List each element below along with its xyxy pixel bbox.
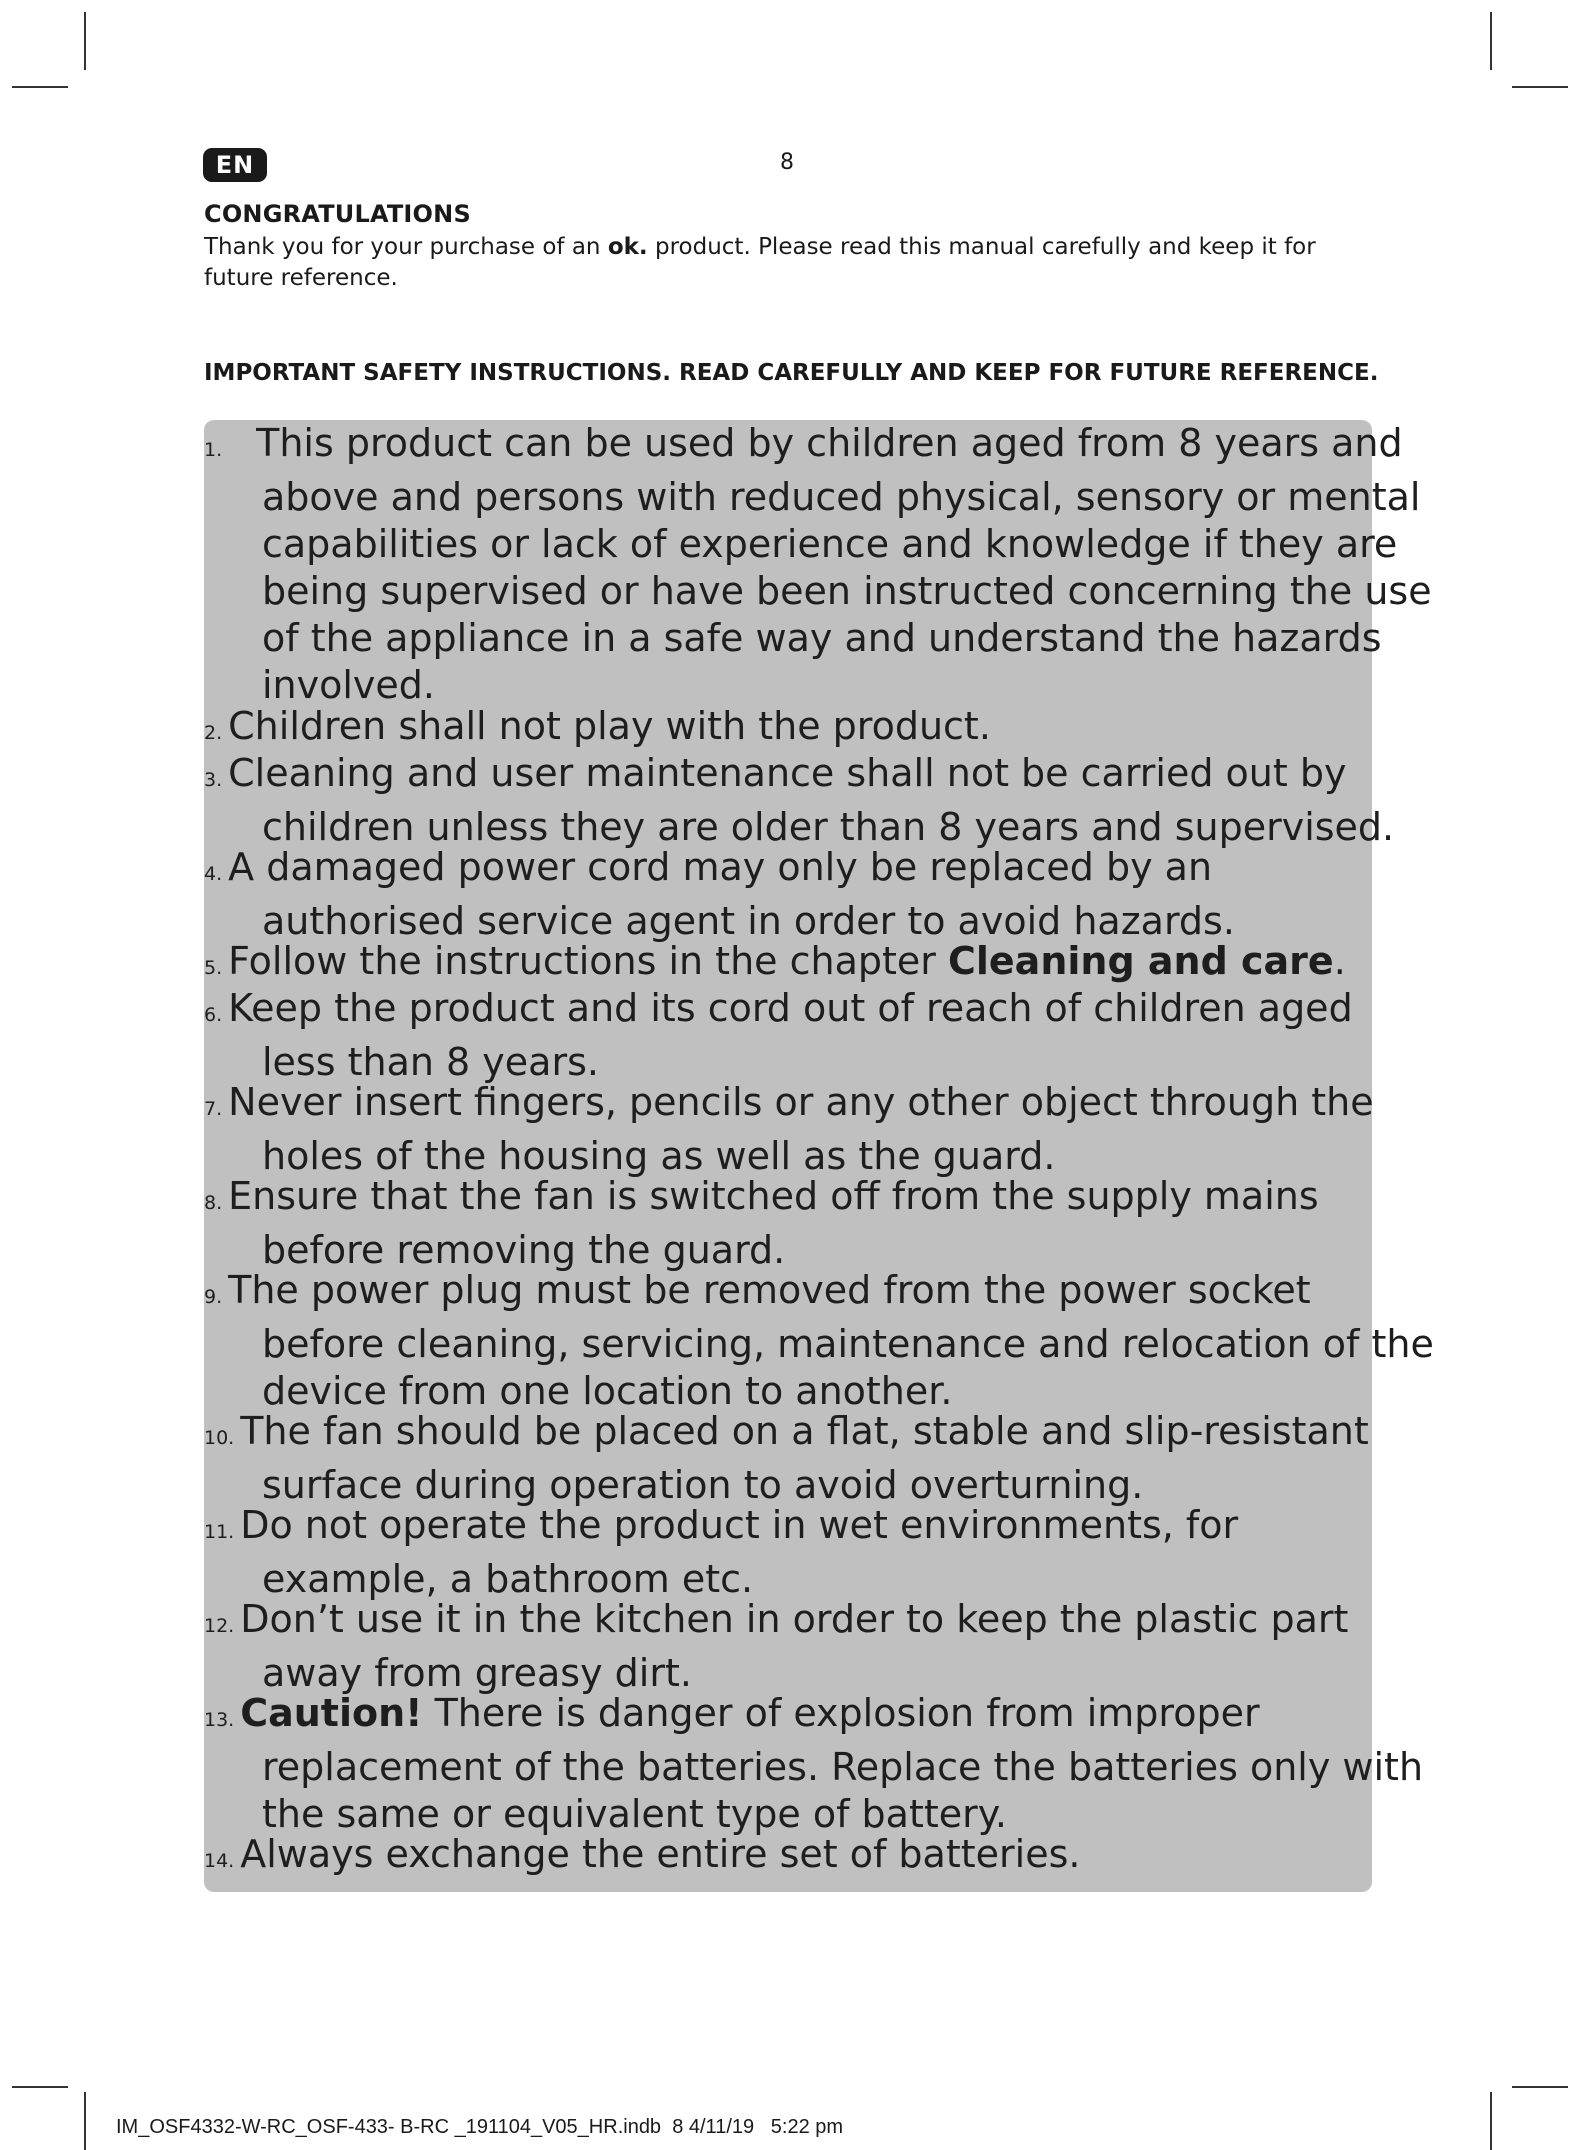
item-number: 3. — [204, 769, 223, 791]
item-line: holes of the housing as well as the guard. — [262, 1134, 1056, 1178]
safety-item — [204, 1690, 1423, 1838]
item-text: This product can be used by children aged from 8 years and — [256, 421, 1403, 465]
item-text: Never insert fingers, pencils or any other object through the — [228, 1080, 1374, 1124]
item-line — [204, 1173, 1319, 1227]
intro-text: Thank you for your purchase of an ok. product. Please read this manual carefully and keep it for future reference. — [204, 234, 1316, 291]
item-text: Don’t use it in the kitchen in order to keep the plastic part — [240, 1597, 1349, 1641]
item-line: before cleaning, servicing, maintenance and relocation of the — [262, 1322, 1434, 1366]
caution-label: Caution! — [240, 1691, 423, 1735]
item-text: . — [1333, 939, 1346, 983]
item-line: children unless they are older than 8 years and supervised. — [262, 805, 1395, 849]
item-line: being supervised or have been instructed concerning the use — [262, 569, 1432, 613]
crop-mark — [1490, 2092, 1492, 2150]
item-line — [204, 1502, 1238, 1556]
safety-item — [204, 703, 991, 757]
crop-mark — [12, 2086, 68, 2088]
item-text: Keep the product and its cord out of reach of children aged — [228, 986, 1353, 1030]
intro-section — [204, 200, 1384, 294]
item-number: 5. — [204, 957, 223, 979]
item-line: surface during operation to avoid overturning. — [262, 1463, 1144, 1507]
item-line: replacement of the batteries. Replace the batteries only with — [262, 1745, 1424, 1789]
item-line: above and persons with reduced physical, sensory or mental — [262, 475, 1421, 519]
item-text: Ensure that the fan is switched off from the supply mains — [228, 1174, 1319, 1218]
item-number: 7. — [204, 1098, 223, 1120]
item-text: The power plug must be removed from the power socket — [228, 1268, 1311, 1312]
item-line: of the appliance in a safe way and understand the hazards — [262, 616, 1382, 660]
safety-item — [204, 1831, 1080, 1885]
crop-mark — [1490, 12, 1492, 70]
item-number: 9. — [204, 1286, 223, 1308]
item-text: Always exchange the entire set of batteries. — [240, 1832, 1081, 1876]
item-text: Children shall not play with the product. — [228, 704, 991, 748]
chapter-reference: Cleaning and care — [948, 939, 1334, 983]
brand-name: ok. — [607, 234, 648, 260]
safety-item — [204, 1173, 1319, 1274]
safety-item — [204, 938, 1346, 992]
item-line — [204, 750, 1394, 804]
item-line — [204, 1079, 1374, 1133]
item-line — [204, 1408, 1369, 1462]
item-number: 8. — [204, 1192, 223, 1214]
item-number: 1. — [204, 439, 223, 461]
item-line — [204, 703, 991, 757]
item-number: 14. — [204, 1850, 235, 1872]
safety-item — [204, 1408, 1369, 1509]
item-line — [204, 1267, 1434, 1321]
item-line: involved. — [262, 663, 436, 707]
item-line: device from one location to another. — [262, 1369, 953, 1413]
safety-item — [204, 844, 1235, 945]
item-line — [204, 1831, 1080, 1885]
safety-item — [204, 985, 1353, 1086]
item-line: the same or equivalent type of battery. — [262, 1792, 1007, 1836]
crop-mark — [12, 86, 68, 88]
item-number: 11. — [204, 1521, 235, 1543]
safety-item — [204, 420, 1432, 709]
item-line: authorised service agent in order to avoid hazards. — [262, 899, 1235, 943]
item-number: 2. — [204, 722, 223, 744]
item-line — [204, 985, 1353, 1039]
item-text: Follow the instructions in the chapter — [228, 939, 948, 983]
safety-item — [204, 1596, 1348, 1697]
safety-item — [204, 1267, 1434, 1415]
item-line: away from greasy dirt. — [262, 1651, 692, 1695]
item-number: 10. — [204, 1427, 235, 1449]
language-badge: EN — [203, 148, 267, 182]
congratulations-heading: CONGRATULATIONS — [204, 200, 471, 228]
item-line — [204, 1690, 1423, 1744]
item-number: 6. — [204, 1004, 223, 1026]
crop-mark — [1512, 2086, 1568, 2088]
safety-item — [204, 1079, 1374, 1180]
item-line — [204, 420, 1432, 474]
item-line — [204, 844, 1235, 898]
safety-item — [204, 1502, 1238, 1603]
item-line: before removing the guard. — [262, 1228, 786, 1272]
page-number: 8 — [780, 150, 794, 175]
item-line — [204, 1596, 1348, 1650]
item-text: The fan should be placed on a flat, stable and slip-resistant — [240, 1409, 1369, 1453]
crop-mark — [1512, 86, 1568, 88]
item-line — [204, 938, 1346, 992]
safety-item — [204, 750, 1394, 851]
crop-mark — [84, 12, 86, 70]
item-line: capabilities or lack of experience and knowledge if they are — [262, 522, 1398, 566]
item-text: Cleaning and user maintenance shall not be carried out by — [228, 751, 1347, 795]
item-text: There is danger of explosion from improper — [422, 1691, 1260, 1735]
item-number: 4. — [204, 863, 223, 885]
item-line: example, a bathroom etc. — [262, 1557, 754, 1601]
item-line: less than 8 years. — [262, 1040, 599, 1084]
crop-mark — [84, 2092, 86, 2150]
item-text: Do not operate the product in wet environments, for — [240, 1503, 1239, 1547]
safety-heading: IMPORTANT SAFETY INSTRUCTIONS. READ CAREFULLY AND KEEP FOR FUTURE REFERENCE. — [204, 360, 1379, 386]
print-footer: IM_OSF4332-W-RC_OSF-433- B-RC _191104_V05_HR.indb 8 4/11/19 5:22 pm — [116, 2116, 844, 2138]
item-number: 12. — [204, 1615, 235, 1637]
item-number: 13. — [204, 1709, 235, 1731]
item-text: A damaged power cord may only be replaced by an — [228, 845, 1213, 889]
